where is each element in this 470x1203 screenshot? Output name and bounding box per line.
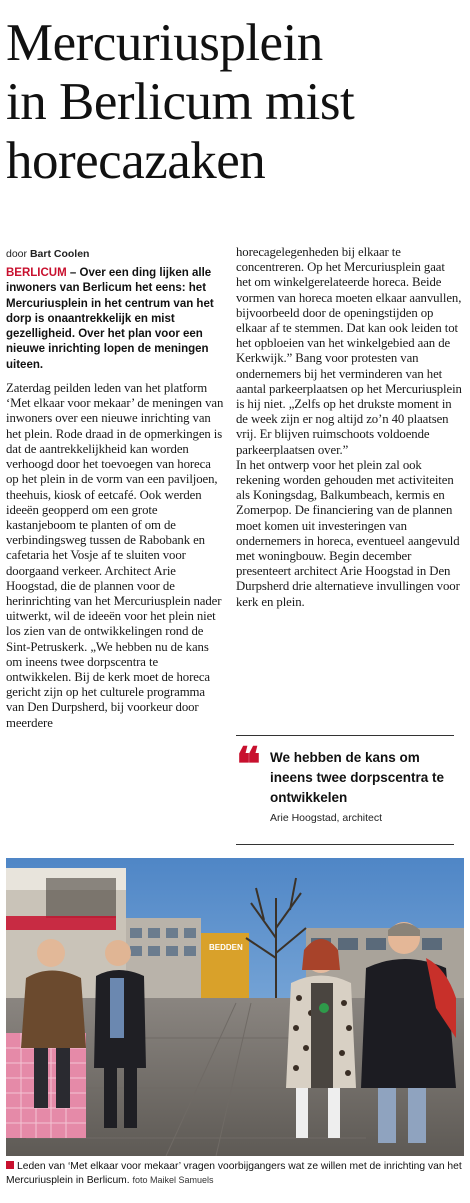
body-paragraph-right-2: In het ontwerp voor het plein zal ook rekening worden gehouden met activiteiten als Koningsdag, Balkumbeach, kermis en Zomerpop. De financiering van de plannen moet komen uit investeringen van ondernemers in horeca, eventueel aangevuld met woningbouw. Begin december presenteert architect Arie Hoogstad in Den Durpsherd drie alternatieve invullingen voor kerk en plein. [236,457,460,609]
headline [6,14,466,191]
dateline: BERLICUM [6,267,67,279]
pull-quote-author: Arie Hoogstad, architect [270,812,383,824]
photo-caption [6,1160,466,1187]
byline-author: Bart Coolen [29,248,90,260]
caption-marker-icon [6,1161,14,1169]
lead-text: Over een ding lijken alle inwoners van Berlicum het eens: het Mercuriusplein in het centrum van het dorp is onaantrekkelijk en mist gezelligheid. Over het plan voor een nieuwe inrichting lopen de meningen uiteen. [6,267,214,371]
headline-line-1: Mercuriusplein [6,14,323,72]
dateline-dash: – [66,267,80,279]
article-column-left [6,266,224,741]
article-photo [6,858,464,1156]
headline-line-2: in Berlicum mist [6,73,355,131]
body-paragraph-right-1: horecagelegenheden bij elkaar te concentreren. Op het Mercuriusplein gaat het om winkelgerelateerde horeca. Beide vormen van horeca moeten elkaar aanvullen, bijvoorbeeld door de openingstijden op elkaar af te stemmen. Dat kan ook leiden tot het opbloeien van het winkelgebied aan de Kerkwijk.” Bang voor protesten van ondernemers bij het verminderen van het aantal parkeerplaatsen op het Mercuriusplein is hij niet. „Zelfs op het drukste moment in de week zijn er nog altijd zo’n 40 plaatsen vrij. Er blijven ruimschoots voldoende parkeerplaatsen over.” [236,245,462,457]
pull-quote [236,735,454,845]
byline [6,248,226,260]
body-paragraph-left: Zaterdag peilden leden van het platform ‘Met elkaar voor mekaar’ de meningen van inwoners over een nieuwe inrichting van het plein. Rode draad in de opmerkingen is dat de aantrekkelijkheid kan worden verhoogd door het toevoegen van horeca op het plein in de vorm van een paviljoen, theehuis, kiosk of eetcafé. Ook werden ideeën geopperd om een grote kastanjeboom te planten of om de verbindingsweg tussen de Rabobank en cafetaria het Vosje af te sluiten voor doorgaand verkeer. Architect Arie Hoogstad, die de plannen voor de herinrichting van het Mercuriusplein nader uitwerkt, wil de ideeën voor het plein niet los zien van de ontwikkelingen rond de Sint-Petruskerk. „We hebben nu de kans om ineens twee dorpscentra te ontwikkelen. Bij de kerk moet de horeca gericht zijn op het culturele programma van Den Durpsherd, bij voorkeur door meerdere [6,381,224,730]
lead-paragraph [6,266,224,373]
quote-mark-icon: ❝ [236,739,261,790]
caption-text: Leden van ‘Met elkaar voor mekaar’ vragen voorbijgangers wat ze willen met de inrichting van het Mercuriusplein in Berlicum. [6,1161,462,1186]
article-column-right [236,245,462,610]
photo-credit: foto Maikel Samuels [132,1174,214,1185]
headline-line-3: horecazaken [6,132,266,190]
pull-quote-text: We hebben de kans om ineens twee dorpscentra te ontwikkelen [270,750,445,805]
byline-prefix: door [6,248,28,260]
storefront-sign: BEDDEN [209,943,243,952]
